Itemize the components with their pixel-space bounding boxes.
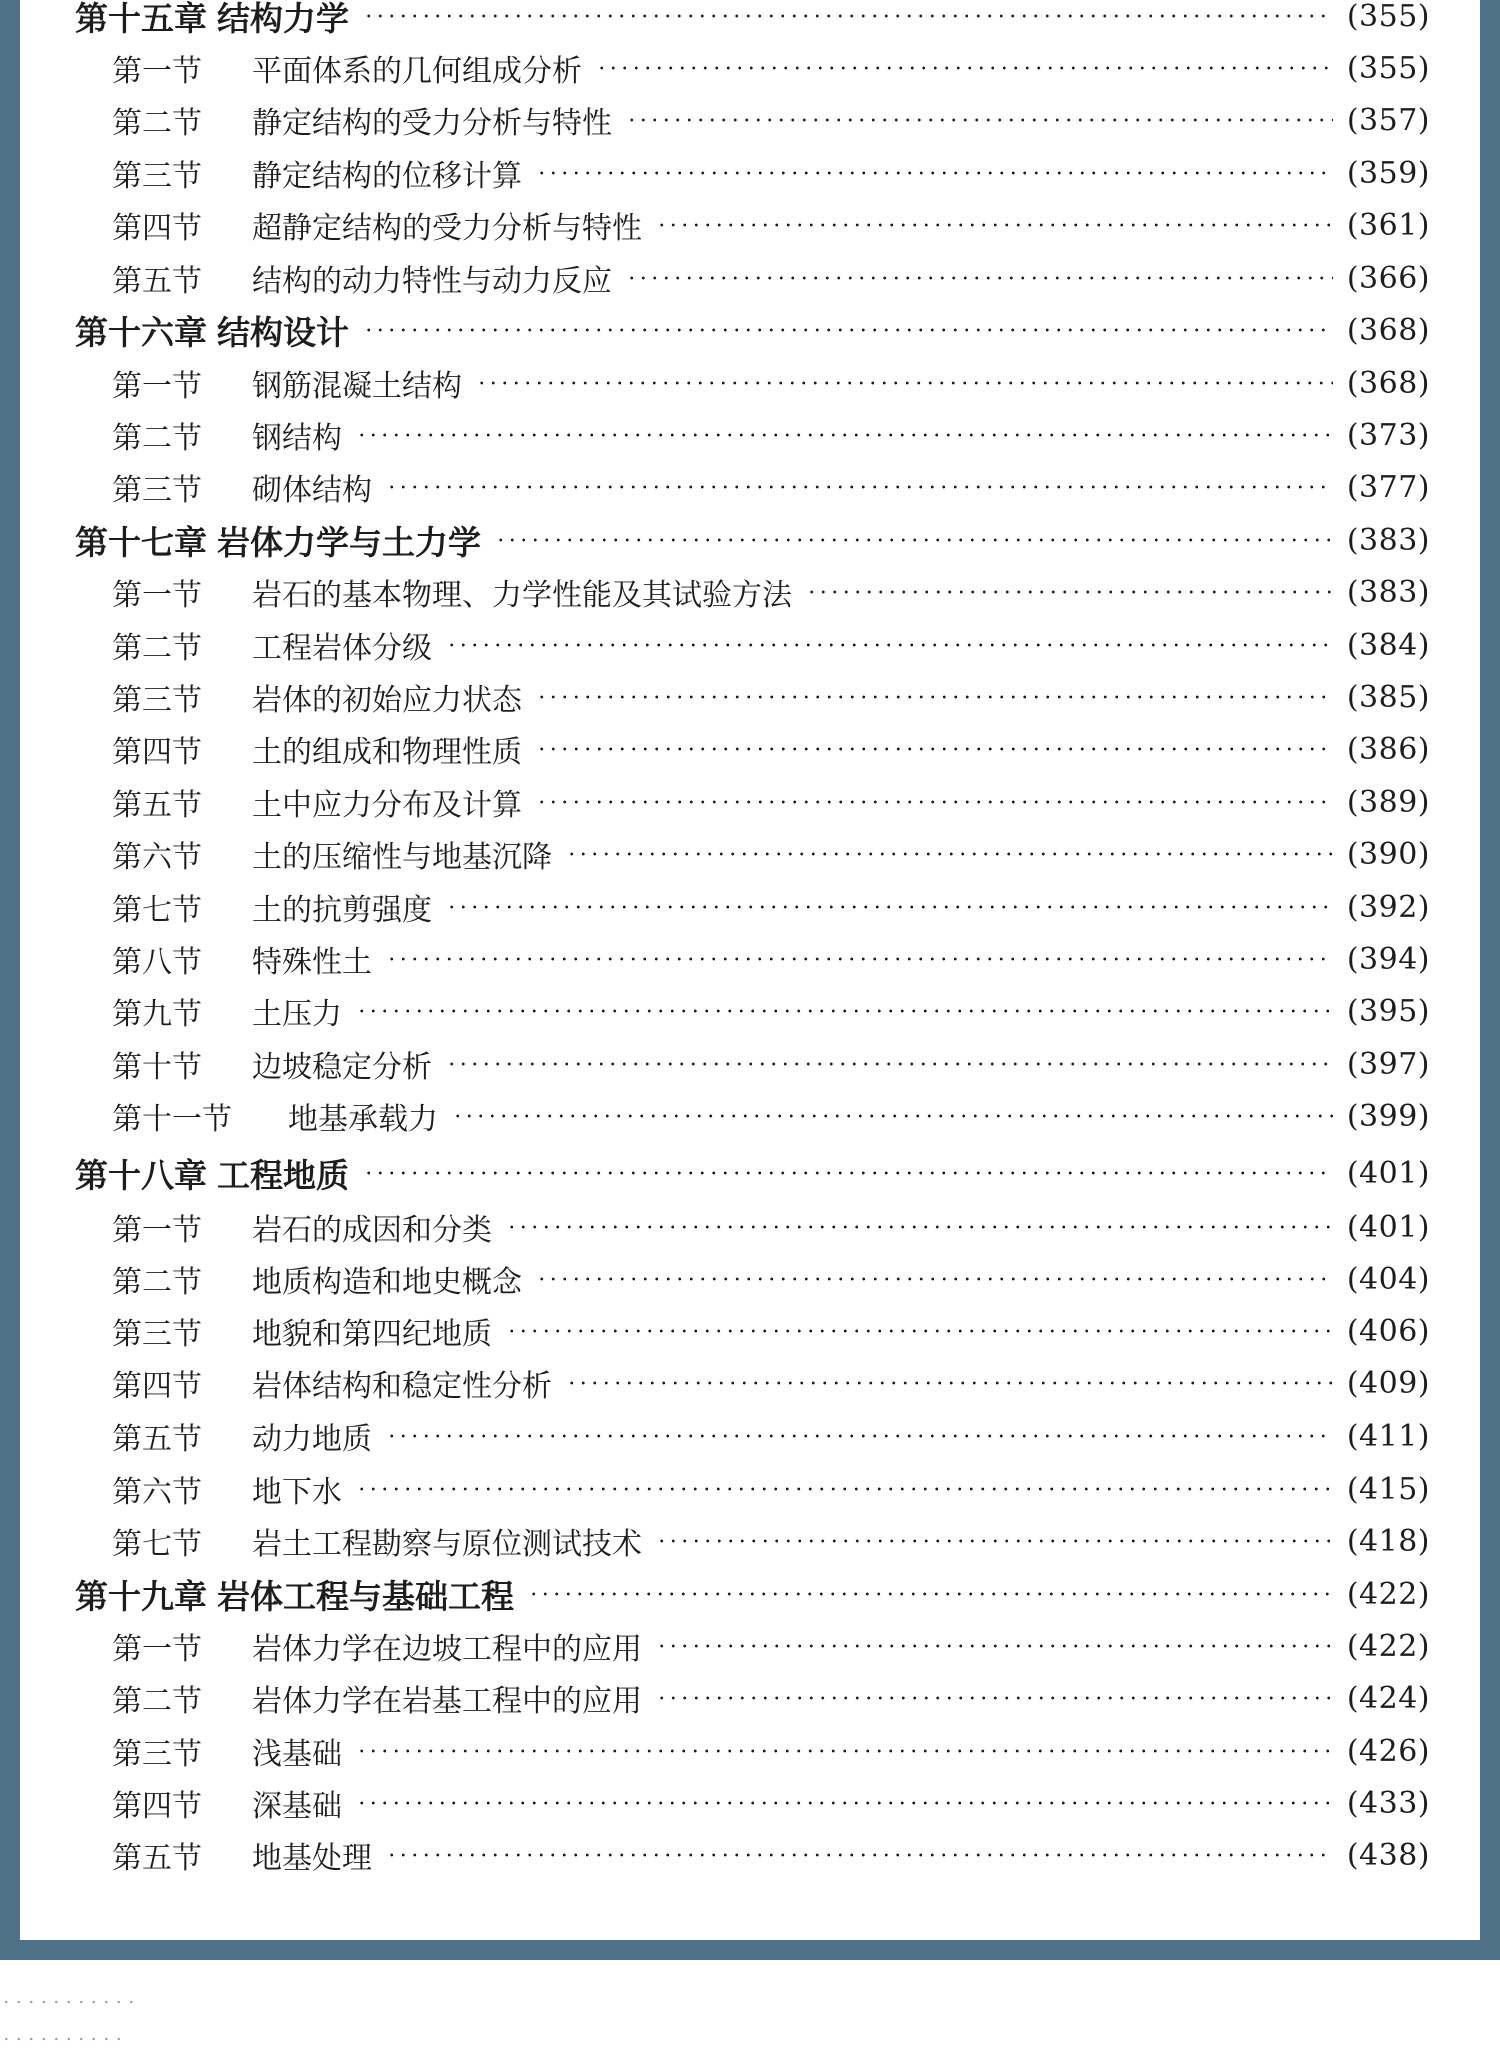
section-label: 第三节: [112, 159, 202, 194]
section-label: 第二节: [112, 106, 202, 141]
page-number: (406): [1346, 1313, 1430, 1349]
section-label: 第三节: [112, 683, 202, 718]
dot-leader: [446, 643, 1333, 647]
section-title: 土压力: [252, 997, 342, 1032]
section-title: 钢结构: [252, 421, 342, 456]
page-number: (397): [1346, 1046, 1430, 1082]
toc-section-row[interactable]: [112, 42, 1430, 94]
toc-section-row[interactable]: [112, 671, 1430, 723]
section-title: 土中应力分布及计算: [252, 788, 522, 823]
section-label: 第一节: [112, 578, 202, 613]
page-number: (395): [1346, 993, 1430, 1029]
page-number: (426): [1346, 1733, 1430, 1769]
dot-leader: [446, 905, 1333, 909]
toc-section-row[interactable]: [112, 1305, 1430, 1357]
dot-leader: [356, 1487, 1333, 1491]
toc-section-row[interactable]: [112, 1725, 1430, 1777]
toc-section-row[interactable]: [112, 1357, 1430, 1409]
page-number: (359): [1346, 155, 1430, 191]
toc-sheet: [20, 0, 1480, 1940]
toc-section-row[interactable]: [112, 1201, 1430, 1253]
section-title: 土的抗剪强度: [252, 893, 432, 928]
page-number: (418): [1346, 1523, 1430, 1559]
section-title: 岩体结构和稳定性分析: [252, 1369, 552, 1404]
section-title: 地基处理: [252, 1841, 372, 1876]
dot-leader: [356, 1801, 1333, 1805]
page-number: (355): [1346, 0, 1430, 34]
section-label: 第三节: [112, 1317, 202, 1352]
dot-leader: [506, 1329, 1333, 1333]
section-title: 岩体力学在岩基工程中的应用: [252, 1684, 642, 1719]
dot-leader: [356, 1749, 1333, 1753]
dot-leader: [386, 957, 1333, 961]
section-label: 第三节: [112, 473, 202, 508]
toc-section-row[interactable]: [112, 828, 1430, 880]
dot-leader: [536, 171, 1333, 175]
page-number: (373): [1346, 417, 1430, 453]
dot-leader: [536, 747, 1333, 751]
dot-leader: [626, 118, 1333, 122]
section-label: 第十节: [112, 1050, 202, 1085]
dot-leader: [536, 800, 1333, 804]
toc-section-row[interactable]: [112, 933, 1430, 985]
section-label: 第二节: [112, 421, 202, 456]
section-label: 第七节: [112, 1527, 202, 1562]
section-title: 地貌和第四纪地质: [252, 1317, 492, 1352]
toc-section-row[interactable]: [112, 1090, 1430, 1142]
chapter-title: 岩体工程与基础工程: [217, 1576, 514, 1616]
dot-leader: [386, 485, 1333, 489]
section-title: 静定结构的位移计算: [252, 159, 522, 194]
dot-leader: [626, 276, 1333, 280]
section-title: 地基承载力: [288, 1102, 438, 1137]
page-number: (385): [1346, 679, 1430, 715]
dot-leader: [656, 1696, 1333, 1700]
toc-chapter-row[interactable]: [75, 1147, 1430, 1199]
toc-section-row[interactable]: [112, 147, 1430, 199]
section-title: 土的组成和物理性质: [252, 735, 522, 770]
toc-section-row[interactable]: [112, 1410, 1430, 1462]
chapter-title: 工程地质: [217, 1155, 349, 1195]
dot-leader: [656, 1539, 1333, 1543]
page-number: (389): [1346, 784, 1430, 820]
section-title: 边坡稳定分析: [252, 1050, 432, 1085]
dot-leader: [363, 1171, 1333, 1175]
dot-leader: [495, 538, 1333, 542]
page-number: (383): [1346, 574, 1430, 610]
section-label: 第二节: [112, 631, 202, 666]
dot-leader: [806, 590, 1333, 594]
page-number: (394): [1346, 941, 1430, 977]
toc-section-row[interactable]: [112, 619, 1430, 671]
section-title: 动力地质: [252, 1422, 372, 1457]
section-title: 钢筋混凝土结构: [252, 369, 462, 404]
page-number: (368): [1346, 312, 1430, 348]
section-label: 第六节: [112, 840, 202, 875]
section-title: 超静定结构的受力分析与特性: [252, 211, 642, 246]
section-label: 第四节: [112, 211, 202, 246]
section-label: 第八节: [112, 945, 202, 980]
section-label: 第五节: [112, 264, 202, 299]
dot-leader: [386, 1434, 1333, 1438]
page-number: (383): [1346, 522, 1430, 558]
page-number: (368): [1346, 365, 1430, 401]
page-number: (390): [1346, 836, 1430, 872]
page-number: (361): [1346, 207, 1430, 243]
toc-section-row[interactable]: [112, 1672, 1430, 1724]
dot-leader: [356, 1009, 1333, 1013]
page-number: (438): [1346, 1837, 1430, 1873]
page-number: (411): [1346, 1418, 1430, 1454]
chapter-label: 第十七章: [75, 522, 207, 562]
toc-section-row[interactable]: [112, 409, 1430, 461]
section-title: 土的压缩性与地基沉降: [252, 840, 552, 875]
section-title: 平面体系的几何组成分析: [252, 54, 582, 89]
dot-leader: [596, 66, 1333, 70]
page-number: (386): [1346, 731, 1430, 767]
dot-leader: [528, 1592, 1333, 1596]
section-label: 第一节: [112, 1213, 202, 1248]
dot-leader: [536, 1277, 1333, 1281]
section-title: 岩石的基本物理、力学性能及其试验方法: [252, 578, 792, 613]
page-number: (401): [1346, 1209, 1430, 1245]
section-label: 第三节: [112, 1737, 202, 1772]
chapter-label: 第十九章: [75, 1576, 207, 1616]
section-title: 岩土工程勘察与原位测试技术: [252, 1527, 642, 1562]
toc-section-row[interactable]: [112, 985, 1430, 1037]
dot-leader: [656, 223, 1333, 227]
chapter-title: 结构力学: [217, 0, 349, 38]
page-number: (409): [1346, 1365, 1430, 1401]
footer-dots-1: [0, 2000, 142, 2004]
section-label: 第五节: [112, 1841, 202, 1876]
dot-leader: [356, 433, 1333, 437]
chapter-label: 第十六章: [75, 312, 207, 352]
section-title: 静定结构的受力分析与特性: [252, 106, 612, 141]
footer-dots-2: [0, 2037, 128, 2041]
section-label: 第一节: [112, 54, 202, 89]
toc-section-row[interactable]: [112, 1777, 1430, 1829]
page-number: (355): [1346, 50, 1430, 86]
section-label: 第七节: [112, 893, 202, 928]
chapter-title: 结构设计: [217, 312, 349, 352]
section-label: 第四节: [112, 1369, 202, 1404]
dot-leader: [566, 852, 1333, 856]
dot-leader: [452, 1114, 1333, 1118]
section-label: 第二节: [112, 1265, 202, 1300]
page-number: (399): [1346, 1098, 1430, 1134]
section-title: 岩石的成因和分类: [252, 1213, 492, 1248]
toc-section-row[interactable]: [112, 252, 1430, 304]
page-number: (384): [1346, 627, 1430, 663]
page-number: (424): [1346, 1680, 1430, 1716]
section-label: 第四节: [112, 735, 202, 770]
toc-section-row[interactable]: [112, 566, 1430, 618]
toc-section-row[interactable]: [112, 94, 1430, 146]
toc-section-row[interactable]: [112, 1253, 1430, 1305]
toc-chapter-row[interactable]: [75, 1568, 1430, 1620]
section-label: 第四节: [112, 1789, 202, 1824]
toc-chapter-row[interactable]: [75, 0, 1430, 42]
section-title: 岩体力学在边坡工程中的应用: [252, 1632, 642, 1667]
section-label: 第二节: [112, 1684, 202, 1719]
page-number: (392): [1346, 889, 1430, 925]
page-number: (422): [1346, 1576, 1430, 1612]
chapter-title: 岩体力学与土力学: [217, 522, 481, 562]
toc-chapter-row[interactable]: [75, 514, 1430, 566]
section-title: 砌体结构: [252, 473, 372, 508]
toc-section-row[interactable]: [112, 1515, 1430, 1567]
dot-leader: [536, 695, 1333, 699]
page-number: (433): [1346, 1785, 1430, 1821]
section-title: 地质构造和地史概念: [252, 1265, 522, 1300]
page-number: (357): [1346, 102, 1430, 138]
page-number: (401): [1346, 1155, 1430, 1191]
page-number: (366): [1346, 260, 1430, 296]
section-label: 第一节: [112, 1632, 202, 1667]
section-label: 第一节: [112, 369, 202, 404]
toc-section-row[interactable]: [112, 1829, 1430, 1881]
toc-chapter-row[interactable]: [75, 304, 1430, 356]
page-number: (422): [1346, 1628, 1430, 1664]
section-title: 特殊性土: [252, 945, 372, 980]
section-title: 工程岩体分级: [252, 631, 432, 666]
section-label: 第五节: [112, 1422, 202, 1457]
dot-leader: [566, 1381, 1333, 1385]
page-number: (377): [1346, 469, 1430, 505]
toc-section-row[interactable]: [112, 199, 1430, 251]
dot-leader: [386, 1853, 1333, 1857]
chapter-label: 第十五章: [75, 0, 207, 38]
dot-leader: [506, 1225, 1333, 1229]
toc-section-row[interactable]: [112, 881, 1430, 933]
toc-section-row[interactable]: [112, 1620, 1430, 1672]
toc-section-row[interactable]: [112, 1463, 1430, 1515]
section-label: 第十一节: [112, 1102, 232, 1137]
section-title: 浅基础: [252, 1737, 342, 1772]
dot-leader: [363, 328, 1333, 332]
section-title: 结构的动力特性与动力反应: [252, 264, 612, 299]
section-label: 第九节: [112, 997, 202, 1032]
section-title: 岩体的初始应力状态: [252, 683, 522, 718]
dot-leader: [656, 1644, 1333, 1648]
toc-section-row[interactable]: [112, 461, 1430, 513]
page-number: (404): [1346, 1261, 1430, 1297]
chapter-label: 第十八章: [75, 1155, 207, 1195]
page-number: (415): [1346, 1471, 1430, 1507]
toc-section-row[interactable]: [112, 723, 1430, 775]
toc-section-row[interactable]: [112, 776, 1430, 828]
dot-leader: [476, 381, 1333, 385]
toc-section-row[interactable]: [112, 1038, 1430, 1090]
toc-section-row[interactable]: [112, 357, 1430, 409]
section-label: 第五节: [112, 788, 202, 823]
section-title: 深基础: [252, 1789, 342, 1824]
dot-leader: [446, 1062, 1333, 1066]
section-label: 第六节: [112, 1475, 202, 1510]
dot-leader: [363, 14, 1333, 18]
section-title: 地下水: [252, 1475, 342, 1510]
